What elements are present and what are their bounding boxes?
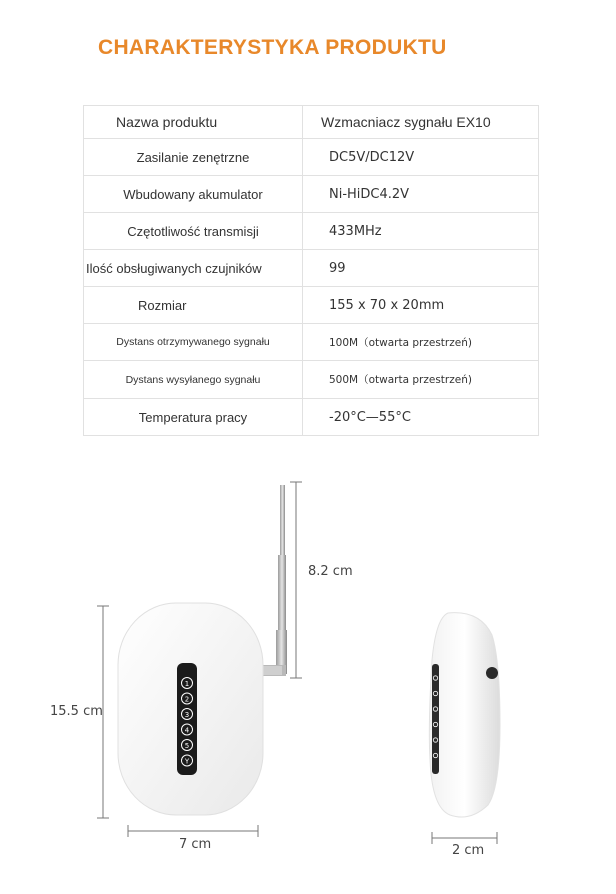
width-label: 7 cm [179, 837, 212, 852]
spec-value: 100M（otwarta przestrzeń) [303, 324, 539, 361]
antenna [258, 485, 287, 676]
spec-label: Wbudowany akumulator [84, 176, 303, 213]
spec-label: Dystans otrzymywanego sygnału [84, 324, 303, 361]
spec-label: Temperatura pracy [84, 399, 303, 436]
table-row [84, 213, 539, 250]
width-dimension [128, 825, 258, 837]
product-diagram [0, 460, 616, 889]
antenna-length-label: 8.2 cm [308, 564, 353, 579]
spec-label: Dystans wysyłanego sygnału [84, 361, 303, 399]
spec-label: Nazwa produktu [84, 106, 303, 139]
device-front [118, 603, 263, 815]
table-row [84, 287, 539, 324]
device-button-label: Y [184, 757, 190, 766]
table-row [84, 399, 539, 436]
device-side [429, 613, 500, 817]
spec-value: DC5V/DC12V [303, 139, 539, 176]
spec-label: Ilość obsługiwanych czujników [84, 250, 303, 287]
page-title: CHARAKTERYSTYKA PRODUKTU [98, 36, 447, 59]
device-button-label: 1 [184, 680, 190, 688]
device-button-label: 2 [184, 695, 190, 704]
depth-label: 2 cm [452, 843, 485, 858]
device-button-label: 5 [184, 742, 190, 750]
table-row [84, 250, 539, 287]
spec-value: 155 x 70 x 20mm [303, 287, 539, 324]
spec-label: Zasilanie zenętrzne [84, 139, 303, 176]
spec-value: Wzmacniacz sygnału EX10 [303, 106, 539, 139]
antenna-dimension [290, 482, 302, 678]
table-row [84, 361, 539, 399]
device-button-label: 4 [184, 726, 190, 735]
table-row [84, 106, 539, 139]
spec-table [83, 105, 539, 436]
spec-value: 500M（otwarta przestrzeń) [303, 361, 539, 399]
spec-value: 99 [303, 250, 539, 287]
device-illustration [0, 460, 616, 889]
table-row [84, 176, 539, 213]
spec-value: -20°C—55°C [303, 399, 539, 436]
spec-label: Czętotliwość transmisji [84, 213, 303, 250]
table-row [84, 139, 539, 176]
spec-value: 433MHz [303, 213, 539, 250]
height-label: 15.5 cm [50, 704, 103, 719]
spec-label: Rozmiar [84, 287, 303, 324]
spec-value: Ni-HiDC4.2V [303, 176, 539, 213]
device-button-label: 3 [184, 711, 190, 719]
table-row [84, 324, 539, 361]
